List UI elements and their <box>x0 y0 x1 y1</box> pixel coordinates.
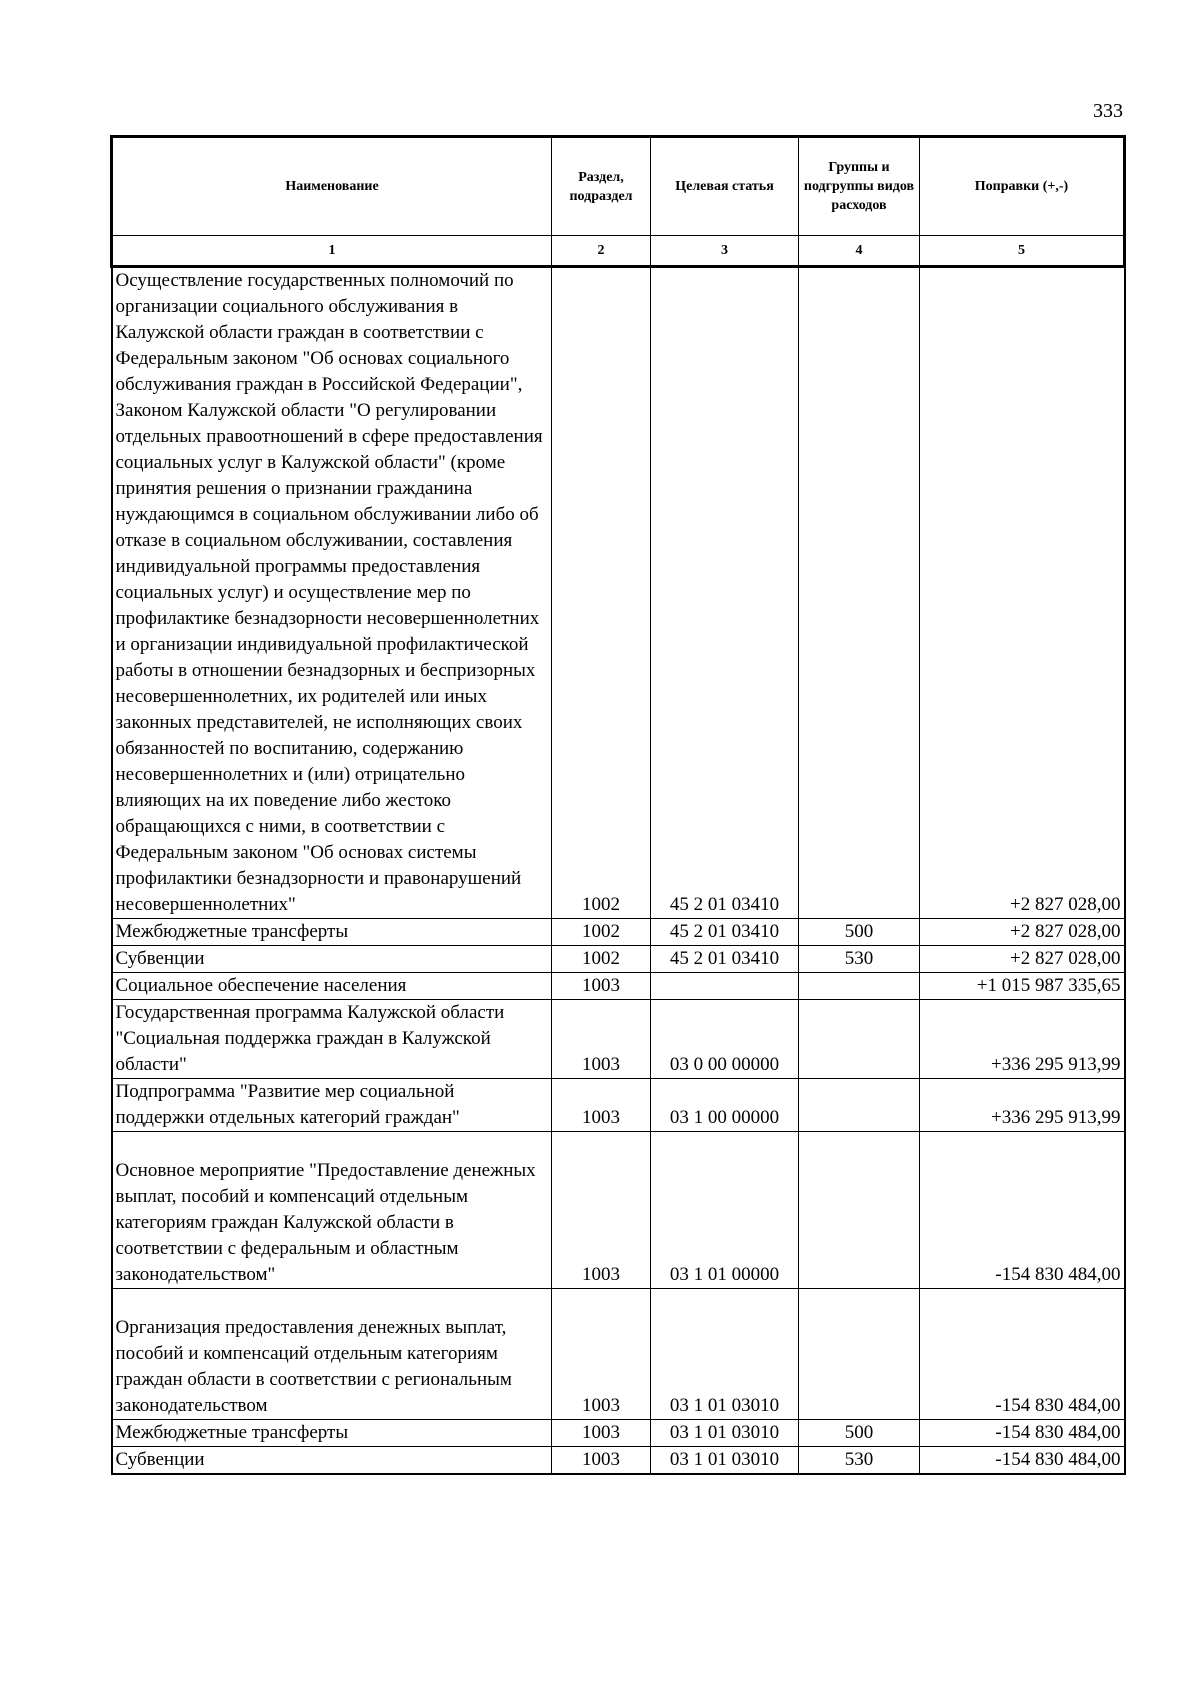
row-target: 45 2 01 03410 <box>651 919 799 946</box>
header-number-5: 5 <box>920 236 1125 267</box>
row-target: 45 2 01 03410 <box>651 946 799 973</box>
row-section: 1002 <box>552 919 651 946</box>
header-name: Наименование <box>112 137 552 236</box>
row-target: 45 2 01 03410 <box>651 267 799 919</box>
table-row <box>112 1289 1125 1420</box>
row-group <box>799 1000 920 1079</box>
row-group <box>799 1289 920 1420</box>
row-target: 03 1 01 03010 <box>651 1289 799 1420</box>
header-groups: Группы и подгруппы видов расходов <box>799 137 920 236</box>
row-target: 03 0 00 00000 <box>651 1000 799 1079</box>
row-amount: -154 830 484,00 <box>920 1132 1125 1289</box>
table-row <box>112 1000 1125 1079</box>
row-name: Государственная программа Калужской области "Социальная поддержка граждан в Калужской области" <box>112 1000 552 1079</box>
row-target: 03 1 01 03010 <box>651 1420 799 1447</box>
header-amendments: Поправки (+,-) <box>920 137 1125 236</box>
row-target: 03 1 01 03010 <box>651 1447 799 1475</box>
row-section: 1003 <box>552 1000 651 1079</box>
row-name: Организация предоставления денежных выплат, пособий и компенсаций отдельным категориям граждан области в соответствии с региональным законодательством <box>112 1289 552 1420</box>
header-section: Раздел, подраздел <box>552 137 651 236</box>
table-body <box>112 267 1125 1475</box>
row-group: 500 <box>799 1420 920 1447</box>
row-name: Субвенции <box>112 946 552 973</box>
table-row <box>112 267 1125 919</box>
table-row <box>112 973 1125 1000</box>
row-section: 1003 <box>552 1079 651 1132</box>
row-amount: -154 830 484,00 <box>920 1447 1125 1475</box>
row-section: 1003 <box>552 1420 651 1447</box>
row-amount: +2 827 028,00 <box>920 946 1125 973</box>
row-group: 530 <box>799 1447 920 1475</box>
table-row <box>112 1420 1125 1447</box>
row-name: Межбюджетные трансферты <box>112 1420 552 1447</box>
row-section: 1003 <box>552 1289 651 1420</box>
row-group <box>799 1132 920 1289</box>
row-group <box>799 1079 920 1132</box>
row-section: 1002 <box>552 267 651 919</box>
row-name: Субвенции <box>112 1447 552 1475</box>
header-number-2: 2 <box>552 236 651 267</box>
header-target: Целевая статья <box>651 137 799 236</box>
row-group: 530 <box>799 946 920 973</box>
table-row <box>112 919 1125 946</box>
row-group <box>799 267 920 919</box>
row-section: 1002 <box>552 946 651 973</box>
table-row <box>112 1447 1125 1475</box>
row-group: 500 <box>799 919 920 946</box>
row-target <box>651 973 799 1000</box>
header-number-4: 4 <box>799 236 920 267</box>
row-amount: +2 827 028,00 <box>920 267 1125 919</box>
row-amount: +336 295 913,99 <box>920 1000 1125 1079</box>
row-target: 03 1 01 00000 <box>651 1132 799 1289</box>
table-row <box>112 1079 1125 1132</box>
row-name: Подпрограмма "Развитие мер социальной поддержки отдельных категорий граждан" <box>112 1079 552 1132</box>
row-amount: +336 295 913,99 <box>920 1079 1125 1132</box>
row-section: 1003 <box>552 973 651 1000</box>
row-section: 1003 <box>552 1447 651 1475</box>
row-name: Осуществление государственных полномочий по организации социального обслуживания в Калужской области граждан в соответствии с Федеральным законом "Об основах социального обслуживания граждан в Российской Федерации", Законом Калужской области "О регулировании отдельных правоотношений в сфере предоставления социальных услуг в Калужской области" (кроме принятия решения о признании гражданина нуждающимся в социальном обслуживании либо об отказе в социальном обслуживании, составления индивидуальной программы предоставления социальных услуг) и осуществление мер по профилактике безнадзорности несовершеннолетних и организации индивидуальной профилактической работы в отношении безнадзорных и беспризорных несовершеннолетних, их родителей или иных законных представителей, не исполняющих своих обязанностей по воспитанию, содержанию несовершеннолетних и (или) отрицательно влияющих на их поведение либо жестоко обращающихся с ними, в соответствии с Федеральным законом "Об основах системы профилактики безнадзорности и правонарушений несовершеннолетних" <box>112 267 552 919</box>
table-row <box>112 946 1125 973</box>
row-group <box>799 973 920 1000</box>
row-amount: +1 015 987 335,65 <box>920 973 1125 1000</box>
row-name: Межбюджетные трансферты <box>112 919 552 946</box>
table-row <box>112 1132 1125 1289</box>
row-section: 1003 <box>552 1132 651 1289</box>
row-amount: -154 830 484,00 <box>920 1420 1125 1447</box>
budget-table <box>110 135 1126 1475</box>
row-name: Основное мероприятие "Предоставление денежных выплат, пособий и компенсаций отдельным категориям граждан Калужской области в соответствии с федеральным и областным законодательством" <box>112 1132 552 1289</box>
row-target: 03 1 00 00000 <box>651 1079 799 1132</box>
header-number-1: 1 <box>112 236 552 267</box>
row-amount: -154 830 484,00 <box>920 1289 1125 1420</box>
page-number: 333 <box>1093 100 1123 122</box>
table-header <box>112 137 1125 267</box>
header-number-3: 3 <box>651 236 799 267</box>
row-amount: +2 827 028,00 <box>920 919 1125 946</box>
row-name: Социальное обеспечение населения <box>112 973 552 1000</box>
